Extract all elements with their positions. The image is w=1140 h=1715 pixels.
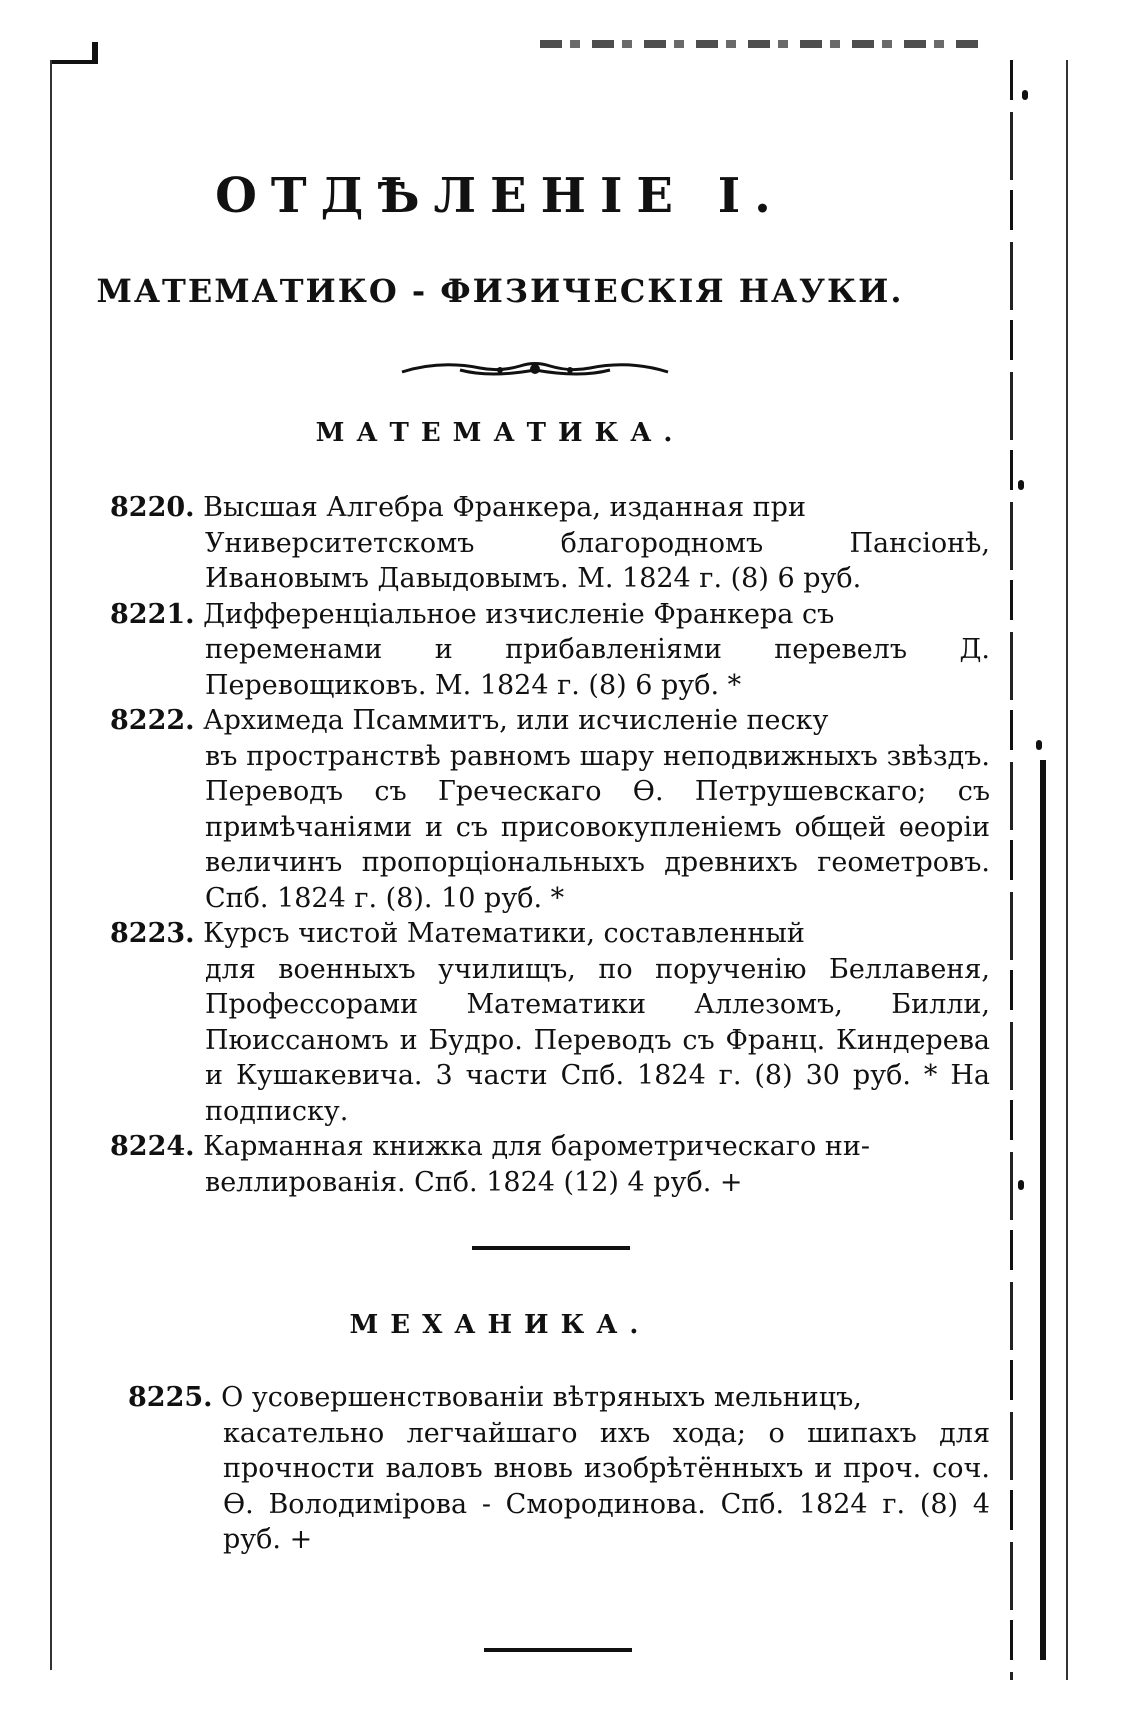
ornament-divider xyxy=(400,358,670,380)
entry-text: Высшая Алгебра Франкера, изданная при xyxy=(203,492,806,523)
entry-number: 8224. xyxy=(110,1131,195,1162)
entry-number: 8223. xyxy=(110,918,195,949)
section-title-mechanics: МЕХАНИКА. xyxy=(349,1310,651,1340)
entry-number: 8222. xyxy=(110,705,195,736)
entry-text-continued: касательно легчайшаго ихъ хода; о шипахъ для прочности валовъ вновь изобрѣтённыхъ и проч. соч. Ѳ. Володимірова - Смородинова. Спб. 1824 г. (8) 4 руб. + xyxy=(223,1417,990,1555)
mechanics-entries xyxy=(128,1380,990,1558)
entry-text: Дифференціальное изчисленіе Франкера съ xyxy=(203,598,835,630)
catalog-entry xyxy=(110,916,990,1129)
catalog-entry xyxy=(110,1129,990,1200)
entry-text-continued: Университетскомъ благородномъ Пансіонѣ, Ивановымъ Давыдовымъ. М. 1824 г. (8) 6 руб. xyxy=(205,527,990,594)
catalog-entry xyxy=(110,490,990,597)
entry-number: 8220. xyxy=(110,492,195,523)
section-divider xyxy=(472,1246,630,1250)
entry-number: 8225. xyxy=(128,1382,213,1413)
division-subheading: МАТЕМАТИКО - ФИЗИЧЕСКІЯ НАУКИ. xyxy=(96,272,904,310)
catalog-entry xyxy=(110,703,990,916)
mathematics-entries xyxy=(110,490,990,1200)
entry-text: О усовершенствованіи вѣтряныхъ мельницъ, xyxy=(221,1382,862,1413)
entry-text-continued: для военныхъ училищъ, по порученію Беллавеня, Профессорами Математики Аллезомъ, Билли, Пюиссаномъ и Будро. Переводъ съ Франц. Киндерева и Кушакевича. 3 части Спб. 1824 г. (8) 30 руб. * На подписку. xyxy=(205,953,990,1127)
entry-text: Архимеда Псаммитъ, или исчисленіе песку xyxy=(203,705,829,736)
catalog-entry xyxy=(128,1380,990,1558)
entry-text-continued: въ пространствѣ равномъ шару неподвижныхъ звѣздъ. Переводъ съ Греческаго Ѳ. Петрушевскаго; съ примѣчаніями и съ присовокупленіемъ общей ѳеоріи величинъ пропорціональныхъ древнихъ геометровъ. Спб. 1824 г. (8). 10 руб. * xyxy=(205,740,990,914)
catalog-entry xyxy=(110,597,990,704)
entry-text-continued: веллированія. Спб. 1824 (12) 4 руб. + xyxy=(205,1166,743,1198)
section-title-mathematics: МАТЕМАТИКА. xyxy=(315,418,685,448)
section-divider xyxy=(484,1648,632,1652)
page-right-edge xyxy=(1000,60,1070,1680)
entry-number: 8221. xyxy=(110,598,195,630)
entry-text-continued: переменами и прибавленіями перевелъ Д. Перевощиковъ. М. 1824 г. (8) 6 руб. * xyxy=(205,634,990,701)
entry-text: Курсъ чистой Математики, составленный xyxy=(203,918,805,949)
entry-text: Карманная книжка для барометрическаго ни- xyxy=(203,1131,870,1162)
division-heading: ОТДѢЛЕНІЕ I. xyxy=(215,168,785,224)
corner-mark xyxy=(50,42,98,64)
scan-edge-mark xyxy=(540,40,980,48)
